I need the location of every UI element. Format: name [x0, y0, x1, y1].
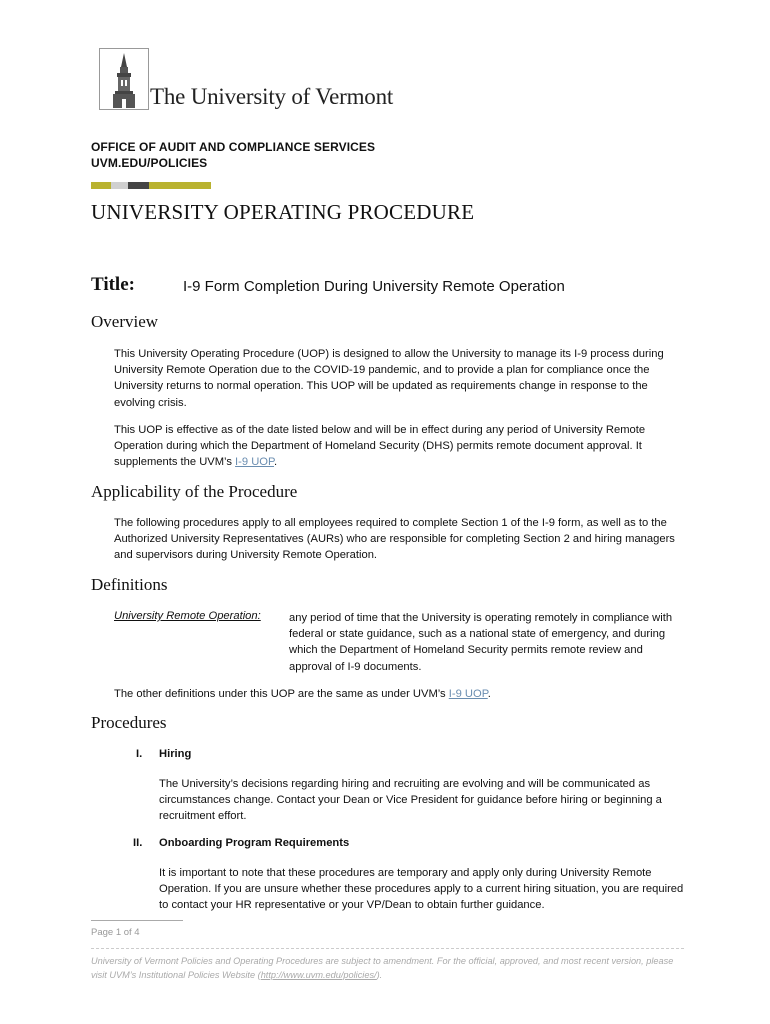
- tower-icon: [100, 49, 148, 109]
- procedure-1-title: Hiring: [159, 748, 192, 760]
- definition-text: any period of time that the University is operating remotely in compliance with federal or state guidance, such as a national state of emergency, and during which the Department of Homeland Security permits remote review and approval of I-9 documents.: [289, 612, 673, 673]
- policies-website-link[interactable]: http://www.uvm.edu/policies/: [260, 970, 377, 980]
- definitions-heading: Definitions: [91, 575, 168, 594]
- accent-bar-green-1: [91, 182, 111, 189]
- i9-uop-link[interactable]: I-9 UOP: [235, 456, 275, 469]
- office-name: OFFICE OF AUDIT AND COMPLIANCE SERVICES: [91, 140, 376, 154]
- applicability-paragraph: The following procedures apply to all employees required to complete Section 1 of the I-9 form, as well as to the Authorized University Representatives (AURs) who are responsible for completing Section 2 and hiring managers and supervisors during University Remote Operation.: [114, 517, 675, 562]
- procedure-2-text: It is important to note that these procedures are temporary and apply only during University Remote Operation. If you are unsure whether these procedures apply to a current hiring situation, you are required to contact your HR representative or your VP/Dean to obtain further guidance.: [159, 867, 684, 912]
- footer-note: University of Vermont Policies and Operating Procedures are subject to amendment. For the official, approved, and most recent version, please visit UVM’s Institutional Policies Website (http://www.uvm.edu/policies/).: [91, 956, 674, 980]
- policies-site: UVM.EDU/POLICIES: [91, 156, 208, 170]
- other-definitions: The other definitions under this UOP are the same as under UVM’s I-9 UOP.: [114, 688, 491, 700]
- procedure-1-text: The University’s decisions regarding hiring and recruiting are evolving and will be communicated as circumstances change. Contact your Dean or Vice President for guidance before hiring or beginning a recruitment effort.: [159, 778, 662, 823]
- university-name-logo: The University of Vermont: [150, 84, 394, 109]
- definition-term: University Remote Operation:: [114, 610, 261, 622]
- footer-rule: [91, 920, 183, 921]
- overview-paragraph-1: This University Operating Procedure (UOP) is designed to allow the University to manage its I-9 process during University Remote Operation due to the COVID-19 pandemic, and to provide a plan for compliance once the University returns to normal operation. This UOP will be updated as requirements change in response to the evolving crisis.: [114, 348, 664, 409]
- page-number: Page 1 of 4: [91, 927, 140, 938]
- university-logo-frame: [99, 48, 149, 110]
- procedure-1-number: I.: [136, 748, 143, 760]
- footer-divider: [91, 948, 684, 949]
- accent-bar-gray: [111, 182, 128, 189]
- title-value: I-9 Form Completion During University Remote Operation: [183, 278, 565, 295]
- accent-bar-dark: [128, 182, 149, 189]
- document-title: UNIVERSITY OPERATING PROCEDURE: [91, 200, 475, 224]
- title-label: Title:: [91, 274, 135, 295]
- procedures-heading: Procedures: [91, 713, 167, 732]
- accent-bar-green-2: [149, 182, 211, 189]
- overview-heading: Overview: [91, 312, 159, 331]
- i9-uop-link-2[interactable]: I-9 UOP: [448, 688, 488, 700]
- procedure-2-title: Onboarding Program Requirements: [159, 837, 350, 849]
- procedure-2-number: II.: [133, 837, 143, 849]
- applicability-heading: Applicability of the Procedure: [91, 482, 298, 501]
- overview-paragraph-2: This UOP is effective as of the date listed below and will be in effect during any period of University Remote Operation during which the Department of Homeland Security (DHS) permits remote document approval. It supplements the UVM’s I-9 UOP.: [114, 424, 646, 469]
